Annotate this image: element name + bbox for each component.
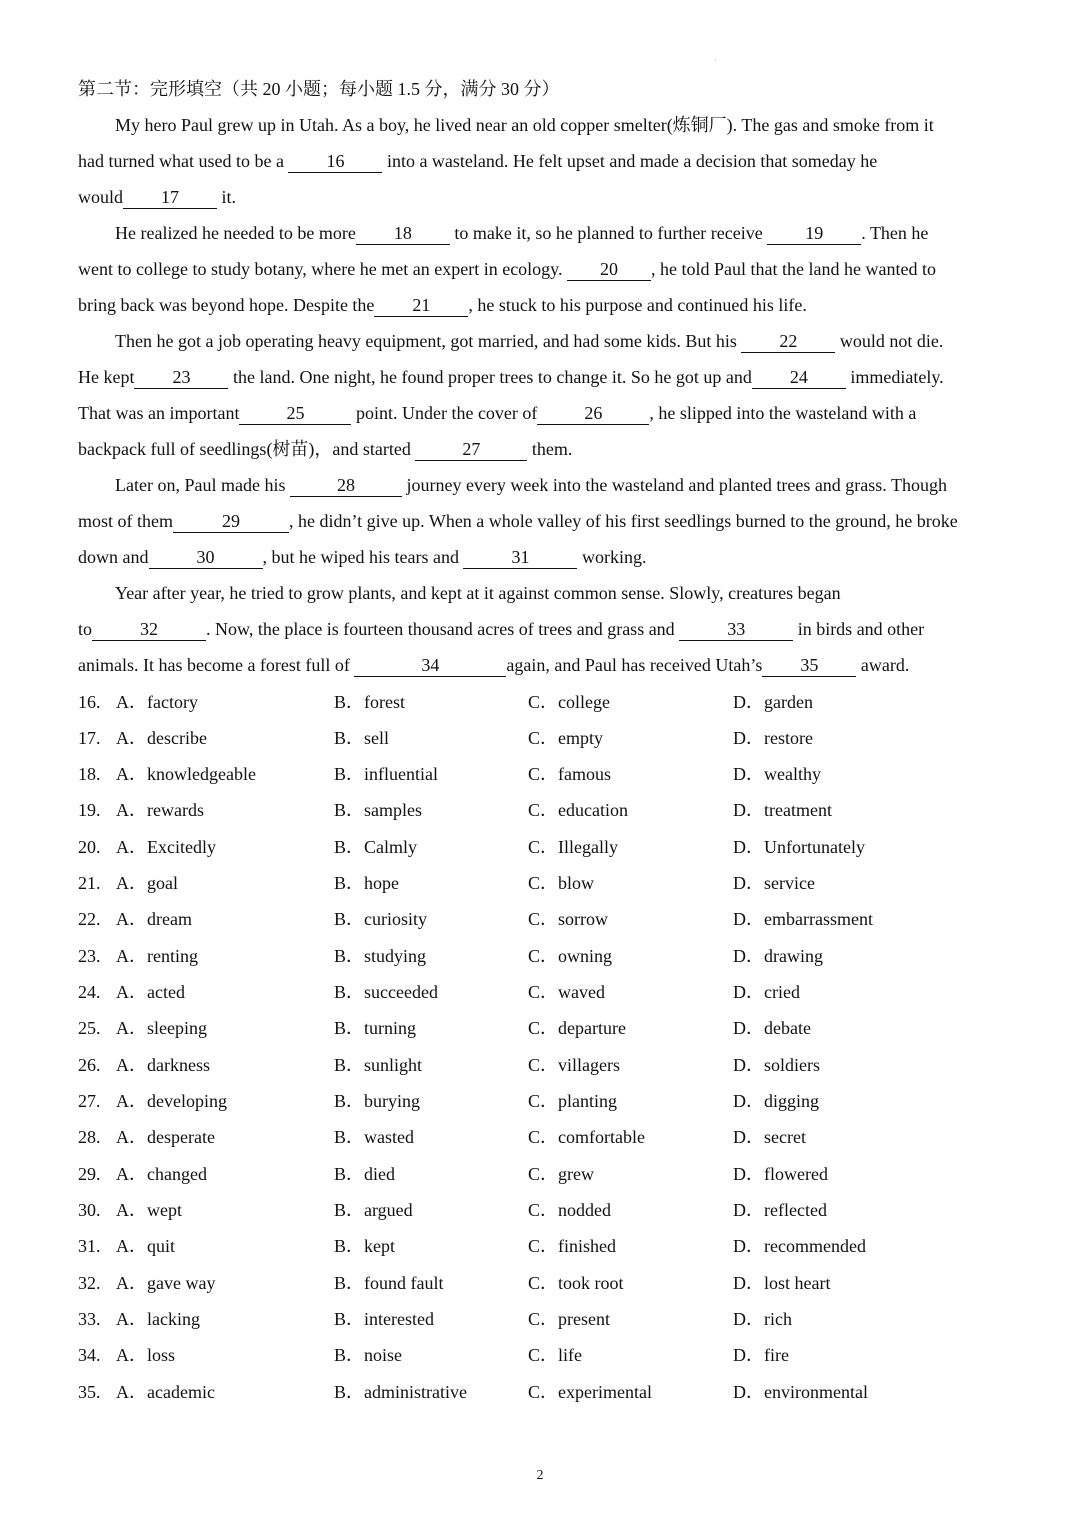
question-number: 30.	[78, 1200, 101, 1220]
question-number: 22.	[78, 909, 101, 929]
option-row-33	[78, 1301, 1008, 1337]
option-d: D．debate	[733, 1018, 811, 1038]
option-row-35	[78, 1374, 1008, 1410]
blank-33: 33	[679, 618, 793, 641]
option-c: C．experimental	[528, 1382, 652, 1402]
option-c: C．empty	[528, 728, 603, 748]
option-a: A．academic	[116, 1382, 215, 1402]
option-d: D．secret	[733, 1127, 806, 1147]
option-b: B．Calmly	[334, 837, 418, 857]
option-a: A．dream	[116, 909, 192, 929]
option-a: A．desperate	[116, 1127, 215, 1147]
option-row-32	[78, 1265, 1008, 1301]
option-a: A．lacking	[116, 1309, 200, 1329]
option-a: A．factory	[116, 692, 198, 712]
option-c: C．finished	[528, 1236, 616, 1256]
question-number: 27.	[78, 1091, 101, 1111]
option-c: C．education	[528, 800, 628, 820]
option-a: A．acted	[116, 982, 185, 1002]
option-a: A．renting	[116, 946, 198, 966]
option-c: C．villagers	[528, 1055, 620, 1075]
blank-17: 17	[123, 186, 217, 209]
option-d: D．embarrassment	[733, 909, 873, 929]
option-row-34	[78, 1337, 1008, 1373]
option-c: C．waved	[528, 982, 605, 1002]
option-b: B．hope	[334, 873, 399, 893]
option-row-21	[78, 865, 1008, 901]
question-number: 19.	[78, 800, 101, 820]
question-number: 21.	[78, 873, 101, 893]
option-d: D．recommended	[733, 1236, 866, 1256]
question-number: 23.	[78, 946, 101, 966]
option-a: A．describe	[116, 728, 207, 748]
option-a: A．knowledgeable	[116, 764, 256, 784]
option-a: A．developing	[116, 1091, 227, 1111]
option-c: C．Illegally	[528, 837, 618, 857]
passage-line: He kept 23 the land. One night, he found proper trees to change it. So he got up and 24 immediately.	[78, 367, 944, 387]
question-number: 34.	[78, 1345, 101, 1365]
blank-19: 19	[767, 222, 861, 245]
blank-26: 26	[537, 402, 649, 425]
option-c: C．nodded	[528, 1200, 611, 1220]
option-a: A．goal	[116, 873, 178, 893]
page-number: 2	[536, 1468, 544, 1483]
option-row-28	[78, 1119, 1008, 1155]
option-b: B．sell	[334, 728, 390, 748]
option-c: C．comfortable	[528, 1127, 645, 1147]
option-b: B．kept	[334, 1236, 395, 1256]
option-a: A．wept	[116, 1200, 182, 1220]
option-d: D．rich	[733, 1309, 792, 1329]
option-c: C．departure	[528, 1018, 626, 1038]
passage-line: would 17 it.	[78, 187, 237, 207]
blank-27: 27	[415, 438, 527, 461]
question-number: 35.	[78, 1382, 101, 1402]
option-a: A．rewards	[116, 800, 204, 820]
section-title: 第二节：完形填空（共 20 小题；每小题 1.5 分，满分 30 分）	[78, 79, 560, 99]
option-c: C．college	[528, 692, 610, 712]
passage-line: animals. It has become a forest full of 34 again, and Paul has received Utah’s 35 award.	[78, 655, 910, 675]
option-b: B．studying	[334, 946, 427, 966]
option-c: C．famous	[528, 764, 611, 784]
question-number: 24.	[78, 982, 101, 1002]
option-d: D．digging	[733, 1091, 820, 1111]
passage-line: That was an important 25 point. Under the cover of 26 , he slipped into the wasteland with a	[78, 403, 917, 423]
blank-28: 28	[290, 474, 402, 497]
option-row-30	[78, 1192, 1008, 1228]
option-b: B．administrative	[334, 1382, 467, 1402]
option-row-22	[78, 901, 1008, 937]
blank-20: 20	[567, 258, 651, 281]
option-b: B．curiosity	[334, 909, 427, 929]
option-b: B．samples	[334, 800, 422, 820]
option-d: D．restore	[733, 728, 813, 748]
option-d: D．treatment	[733, 800, 832, 820]
question-number: 26.	[78, 1055, 101, 1075]
option-b: B．sunlight	[334, 1055, 423, 1075]
passage-line: went to college to study botany, where he met an expert in ecology. 20 , he told Paul that the land he wanted to	[78, 259, 936, 279]
passage-line: to 32 . Now, the place is fourteen thousand acres of trees and grass and 33 in birds and other	[78, 619, 925, 639]
option-row-24	[78, 974, 1008, 1010]
option-d: D．flowered	[733, 1164, 828, 1184]
question-number: 17.	[78, 728, 101, 748]
passage-line: had turned what used to be a 16 into a wasteland. He felt upset and made a decision that someday he	[78, 151, 878, 171]
option-d: D．reflected	[733, 1200, 827, 1220]
option-c: C．life	[528, 1345, 582, 1365]
question-number: 31.	[78, 1236, 101, 1256]
option-row-26	[78, 1047, 1008, 1083]
blank-21: 21	[374, 294, 468, 317]
blank-30: 30	[149, 546, 263, 569]
option-row-31	[78, 1228, 1008, 1264]
blank-23: 23	[134, 366, 228, 389]
blank-32: 32	[92, 618, 206, 641]
blank-34: 34	[354, 654, 506, 677]
blank-16: 16	[288, 150, 382, 173]
option-row-17	[78, 720, 1008, 756]
option-a: A．darkness	[116, 1055, 210, 1075]
passage-line: most of them 29 , he didn’t give up. When a whole valley of his first seedlings burned to the ground, he broke	[78, 511, 958, 531]
question-number: 33.	[78, 1309, 101, 1329]
option-d: D．Unfortunately	[733, 837, 865, 857]
option-b: B．turning	[334, 1018, 417, 1038]
option-a: A．loss	[116, 1345, 176, 1365]
option-c: C．sorrow	[528, 909, 608, 929]
blank-24: 24	[752, 366, 846, 389]
option-b: B．influential	[334, 764, 438, 784]
option-b: B．wasted	[334, 1127, 414, 1147]
option-b: B．burying	[334, 1091, 421, 1111]
option-b: B．noise	[334, 1345, 403, 1365]
option-row-27	[78, 1083, 1008, 1119]
question-number: 29.	[78, 1164, 101, 1184]
option-a: A．changed	[116, 1164, 207, 1184]
option-d: D．fire	[733, 1345, 789, 1365]
option-row-29	[78, 1156, 1008, 1192]
option-row-20	[78, 829, 1008, 865]
option-b: B．succeeded	[334, 982, 438, 1002]
option-c: C．planting	[528, 1091, 617, 1111]
blank-18: 18	[356, 222, 450, 245]
question-number: 18.	[78, 764, 101, 784]
passage-line: backpack full of seedlings(树苗)，and started 27 them.	[78, 439, 573, 459]
option-c: C．grew	[528, 1164, 594, 1184]
blank-31: 31	[463, 546, 577, 569]
passage-line: Then he got a job operating heavy equipment, got married, and had some kids. But his 22 would not die.	[115, 331, 944, 351]
passage-line: down and 30 , but he wiped his tears and 31 working.	[78, 547, 647, 567]
blank-22: 22	[741, 330, 835, 353]
question-number: 20.	[78, 837, 101, 857]
option-d: D．cried	[733, 982, 800, 1002]
option-d: D．garden	[733, 692, 813, 712]
option-row-16	[78, 684, 1008, 720]
option-row-23	[78, 938, 1008, 974]
passage-line: Later on, Paul made his 28 journey every week into the wasteland and planted trees and grass. Though	[115, 475, 947, 495]
option-b: B．found fault	[334, 1273, 444, 1293]
question-number: 16.	[78, 692, 101, 712]
passage-line: bring back was beyond hope. Despite the 21 , he stuck to his purpose and continued his life.	[78, 295, 807, 315]
blank-29: 29	[173, 510, 289, 533]
option-b: B．forest	[334, 692, 405, 712]
blank-35: 35	[762, 654, 856, 677]
option-d: D．wealthy	[733, 764, 821, 784]
option-b: B．died	[334, 1164, 395, 1184]
scan-dot: ·	[714, 56, 717, 65]
question-number: 28.	[78, 1127, 101, 1147]
option-b: B．interested	[334, 1309, 434, 1329]
option-d: D．soldiers	[733, 1055, 820, 1075]
option-d: D．lost heart	[733, 1273, 831, 1293]
passage-line: Year after year, he tried to grow plants, and kept at it against common sense. Slowly, creatures began	[115, 583, 841, 603]
option-row-19	[78, 792, 1008, 828]
option-row-25	[78, 1010, 1008, 1046]
option-c: C．blow	[528, 873, 595, 893]
question-number: 25.	[78, 1018, 101, 1038]
option-c: C．owning	[528, 946, 613, 966]
passage-line: My hero Paul grew up in Utah. As a boy, he lived near an old copper smelter(炼铜厂). The gas and smoke from it	[115, 115, 934, 135]
passage-line: He realized he needed to be more 18 to make it, so he planned to further receive 19 . Then he	[115, 223, 929, 243]
question-number: 32.	[78, 1273, 101, 1293]
option-c: C．took root	[528, 1273, 624, 1293]
option-d: D．service	[733, 873, 815, 893]
blank-25: 25	[239, 402, 351, 425]
option-c: C．present	[528, 1309, 610, 1329]
option-b: B．argued	[334, 1200, 413, 1220]
option-row-18	[78, 756, 1008, 792]
option-a: A．Excitedly	[116, 837, 216, 857]
option-d: D．drawing	[733, 946, 823, 966]
option-a: A．quit	[116, 1236, 176, 1256]
option-d: D．environmental	[733, 1382, 868, 1402]
option-a: A．gave way	[116, 1273, 216, 1293]
option-a: A．sleeping	[116, 1018, 207, 1038]
